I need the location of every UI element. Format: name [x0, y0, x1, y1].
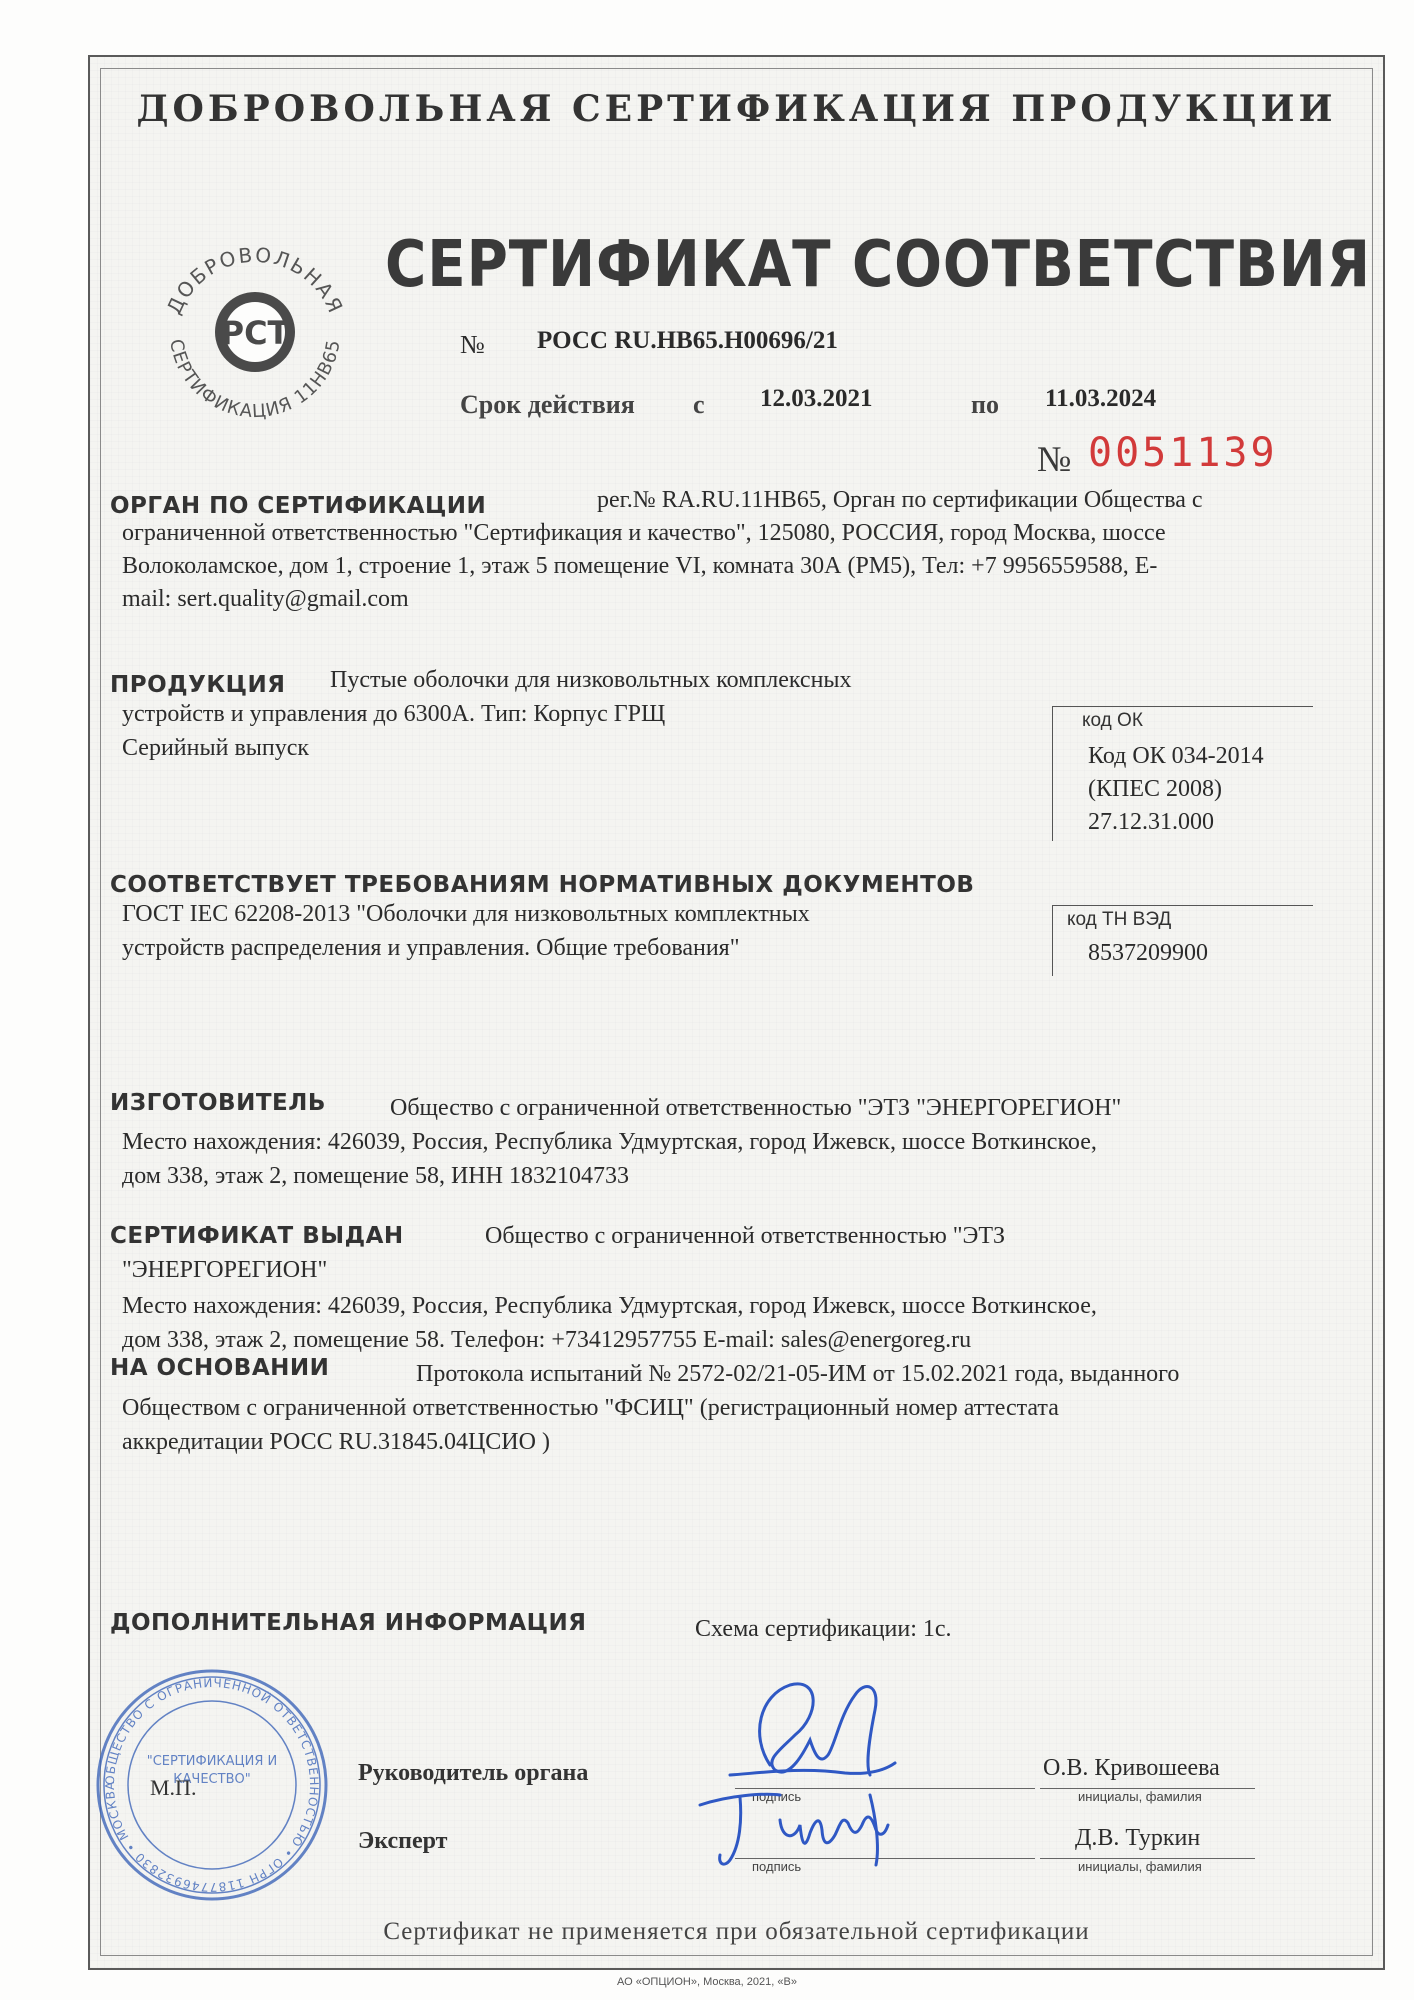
- issued-to-line-3: Место нахождения: 426039, Россия, Республика Удмуртская, город Ижевск, шоссе Воткинское,: [122, 1293, 1097, 1319]
- okpd-code-line-1: Код ОК 034-2014: [1088, 743, 1264, 769]
- manufacturer-line-3: дом 338, этаж 2, помещение 58, ИНН 1832104733: [122, 1163, 629, 1189]
- issued-to-line-4: дом 338, этаж 2, помещение 58. Телефон: +73412957755 E-mail: sales@energoreg.ru: [122, 1327, 972, 1353]
- printer-imprint: АО «ОПЦИОН», Москва, 2021, «В»: [617, 1976, 797, 1988]
- certification-scheme: Схема сертификации: 1с.: [695, 1616, 952, 1642]
- requirements-line-2: устройств распределения и управления. Общие требования": [122, 935, 740, 961]
- product-line-3: Серийный выпуск: [122, 735, 310, 761]
- expert-name-caption: инициалы, фамилия: [1078, 1859, 1202, 1874]
- stamp-place-label: М.П.: [150, 1775, 197, 1800]
- blank-number-prefix: №: [1037, 439, 1072, 479]
- validity-label: Срок действия: [460, 390, 635, 419]
- logo-mark: РСТ: [220, 314, 290, 352]
- product-line-2: устройств и управления до 6300А. Тип: Корпус ГРЩ: [122, 701, 666, 727]
- organ-label: ОРГАН ПО СЕРТИФИКАЦИИ: [110, 493, 487, 519]
- tnved-code-label: код ТН ВЭД: [1067, 909, 1172, 930]
- rst-logo-icon: [145, 232, 365, 422]
- head-name-caption: инициалы, фамилия: [1078, 1789, 1202, 1804]
- requirements-line-1: ГОСТ IEC 62208-2013 "Оболочки для низковольтных комплектных: [122, 901, 810, 927]
- manufacturer-label: ИЗГОТОВИТЕЛЬ: [110, 1090, 326, 1116]
- stamp-ring-text: ОБЩЕСТВО С ОГРАНИЧЕННОЙ ОТВЕТСТВЕННОСТЬЮ • ОГРН 1187746932830 • МОСКВА: [102, 1675, 322, 1895]
- issued-to-label: СЕРТИФИКАТ ВЫДАН: [110, 1223, 404, 1249]
- expert-sign-caption: подпись: [752, 1859, 802, 1874]
- head-label: Руководитель органа: [358, 1760, 589, 1786]
- basis-label: НА ОСНОВАНИИ: [110, 1355, 330, 1381]
- signature-scribble: [670, 1655, 930, 1885]
- organ-line-2: ограниченной ответственностью "Сертификация и качество", 125080, РОССИЯ, город Москва, шоссе: [122, 520, 1166, 546]
- certificate-header: ДОБРОВОЛЬНАЯ СЕРТИФИКАЦИЯ ПРОДУКЦИИ: [136, 88, 1337, 130]
- requirements-label: СООТВЕТСТВУЕТ ТРЕБОВАНИЯМ НОРМАТИВНЫХ ДОКУМЕНТОВ: [110, 872, 975, 898]
- certificate-title: СЕРТИФИКАТ СООТВЕТСТВИЯ: [385, 228, 1372, 302]
- okpd-code-line-2: (КПЕС 2008): [1088, 776, 1222, 802]
- organ-line-4: mail: sert.quality@gmail.com: [122, 586, 409, 612]
- tnved-code-value: 8537209900: [1088, 940, 1208, 966]
- expert-name: Д.В. Туркин: [1075, 1825, 1201, 1851]
- footer-note: Сертификат не применяется при обязательной сертификации: [383, 1918, 1090, 1945]
- validity-to: 11.03.2024: [1045, 385, 1157, 412]
- product-line-1: Пустые оболочки для низковольтных комплексных: [330, 667, 852, 693]
- stamp-center-line-1: "СЕРТИФИКАЦИЯ И: [146, 1754, 278, 1769]
- logo-ring-bottom: СЕРТИФИКАЦИЯ 11НВ65: [165, 337, 345, 422]
- okpd-code-label: код ОК: [1082, 710, 1143, 731]
- head-name: О.В. Кривошеева: [1043, 1755, 1220, 1781]
- logo-ring-top: ДОБРОВОЛЬНАЯ: [161, 242, 349, 318]
- validity-from-label: с: [693, 390, 705, 419]
- validity-from: 12.03.2021: [760, 385, 873, 412]
- issued-to-line-2: "ЭНЕРГОРЕГИОН": [122, 1257, 328, 1283]
- manufacturer-line-2: Место нахождения: 426039, Россия, Республика Удмуртская, город Ижевск, шоссе Воткинское,: [122, 1129, 1097, 1155]
- validity-to-label: по: [971, 390, 999, 419]
- issued-to-line-1: Общество с ограниченной ответственностью "ЭТЗ: [485, 1223, 1006, 1249]
- head-sign-caption: подпись: [752, 1789, 802, 1804]
- organ-line-3: Волоколамское, дом 1, строение 1, этаж 5 помещение VI, комната 30А (РМ5), Тел: +7 9956559588, E-: [122, 553, 1158, 579]
- basis-line-2: Обществом с ограниченной ответственностью "ФСИЦ" (регистрационный номер аттестата: [122, 1395, 1059, 1421]
- blank-number: 0051139: [1088, 430, 1278, 476]
- expert-label: Эксперт: [358, 1828, 448, 1854]
- product-label: ПРОДУКЦИЯ: [110, 672, 286, 698]
- organization-stamp: [92, 1665, 332, 1905]
- okpd-code-line-3: 27.12.31.000: [1088, 809, 1214, 835]
- organ-line-1: рег.№ RA.RU.11НВ65, Орган по сертификации Общества с: [597, 487, 1203, 513]
- manufacturer-line-1: Общество с ограниченной ответственностью "ЭТЗ "ЭНЕРГОРЕГИОН": [390, 1095, 1122, 1121]
- number-prefix: №: [460, 330, 485, 359]
- basis-line-3: аккредитации РОСС RU.31845.04ЦСИО ): [122, 1429, 550, 1455]
- certificate-number: РОСС RU.НВ65.Н00696/21: [537, 327, 838, 354]
- basis-line-1: Протокола испытаний № 2572-02/21-05-ИМ от 15.02.2021 года, выданного: [416, 1361, 1180, 1387]
- additional-label: ДОПОЛНИТЕЛЬНАЯ ИНФОРМАЦИЯ: [110, 1610, 587, 1636]
- stamp-center-line-2: КАЧЕСТВО": [173, 1772, 251, 1787]
